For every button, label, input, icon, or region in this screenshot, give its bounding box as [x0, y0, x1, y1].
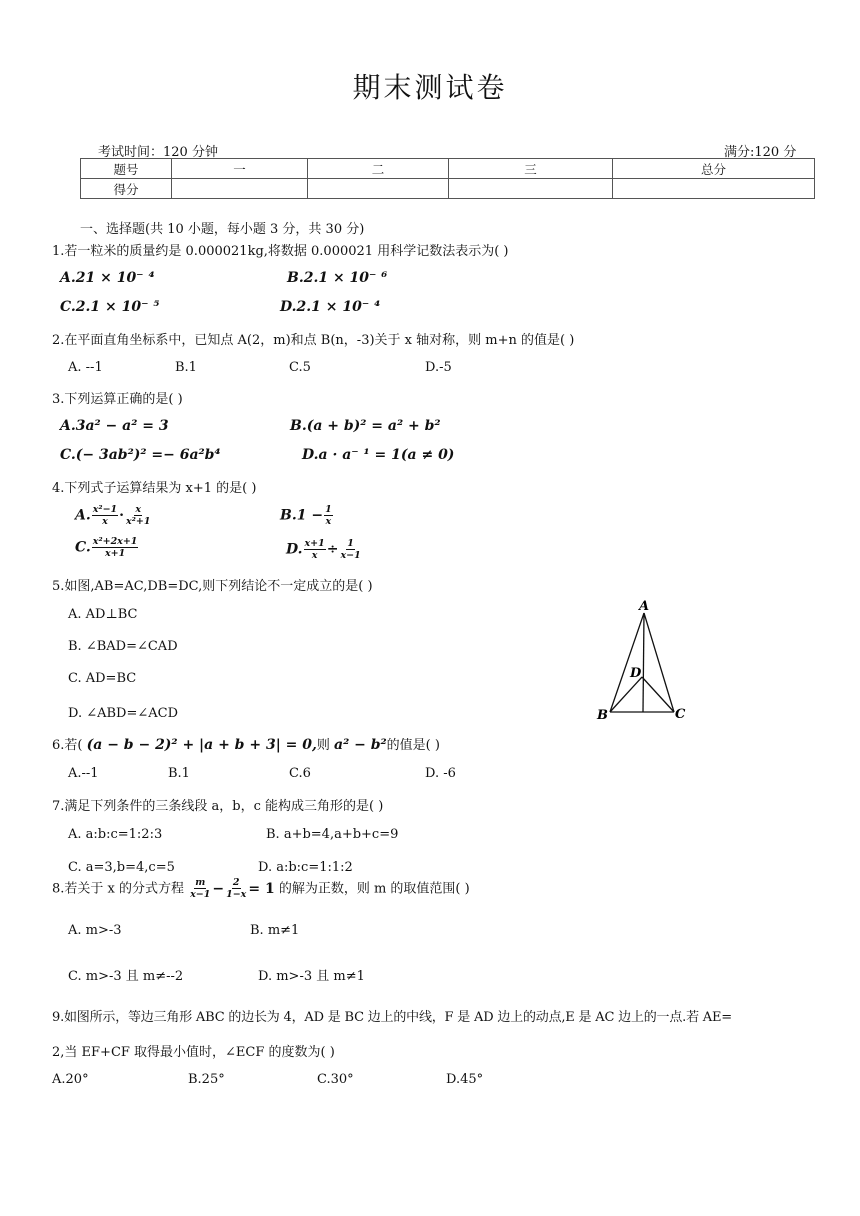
question-3-option-c: C.(− 3ab²)² =− 6a²b⁴ [60, 447, 221, 463]
numerator: x [135, 504, 142, 515]
question-7-option-a: A. a:b:c=1:2:3 [68, 827, 163, 842]
question-7-option-b: B. a+b=4,a+b+c=9 [266, 827, 399, 842]
question-2-option-a: A. --1 [68, 360, 103, 375]
numerator: x²+2x+1 [92, 536, 138, 547]
question-8-option-d: D. m>-3 且 m≠1 [258, 969, 365, 984]
exam-time: 考试时间：120 分钟 [98, 145, 218, 160]
question-8-stem [52, 877, 470, 900]
numerator: 2 [232, 877, 240, 888]
multiply-dot: · [119, 507, 125, 524]
question-9-stem-line-1: 9.如图所示，等边三角形 ABC 的边长为 4，AD 是 BC 边上的中线，F 是 AD 边上的动点,E 是 AC 边上的一点.若 AE= [52, 1010, 732, 1025]
score-table-cell: 题号 [81, 159, 172, 179]
option-prefix: B.1 − [280, 507, 324, 524]
segment-ac [644, 613, 674, 712]
divide-sign: ÷ [326, 541, 339, 558]
question-8-option-c: C. m>-3 且 m≠--2 [68, 969, 184, 984]
fraction [304, 538, 326, 561]
page-title: 期末测试卷 [352, 71, 508, 104]
question-2-option-b: B.1 [175, 360, 197, 375]
vertex-label-c: C [675, 707, 686, 722]
question-8-option-a: A. m>-3 [68, 923, 122, 938]
denominator: x [311, 550, 318, 561]
fraction [324, 504, 333, 527]
score-table-cell: 三 [449, 159, 613, 179]
denominator: x²+1 [126, 516, 151, 527]
question-4-option-d [286, 538, 363, 561]
score-input-cell[interactable] [613, 179, 815, 199]
question-3-option-a: A.3a² − a² = 3 [60, 418, 169, 434]
segment-ab [610, 613, 644, 712]
question-5-option-b: B. ∠BAD=∠CAD [68, 639, 178, 654]
segment-bd [610, 677, 642, 712]
numerator: 1 [325, 504, 332, 515]
score-table-cell: 总分 [613, 159, 815, 179]
fraction [339, 538, 361, 561]
stem-text: 的解为正数，则 m 的取值范围( ) [278, 881, 470, 897]
question-3-option-b: B.(a + b)² = a² + b² [290, 418, 441, 434]
question-2-stem: 2.在平面直角坐标系中，已知点 A(2，m)和点 B(n，-3)关于 x 轴对称，则 m+n 的值是( ) [52, 333, 575, 348]
score-table-score-row [81, 179, 815, 199]
denominator: 1−x [226, 889, 247, 900]
question-4-option-c [75, 536, 139, 559]
question-9-option-a: A.20° [52, 1072, 89, 1087]
denominator: x−1 [340, 550, 361, 561]
question-8-option-b: B. m≠1 [250, 923, 300, 938]
math-expression: (a − b − 2)² + |a + b + 3| = 0, [86, 737, 317, 753]
full-score: 满分:120 分 [724, 145, 797, 160]
numerator: m [195, 877, 206, 888]
stem-text: 则 [316, 738, 330, 753]
question-4-option-a [75, 504, 152, 527]
question-4-stem: 4.下列式子运算结果为 x+1 的是( ) [52, 481, 257, 496]
vertex-label-b: B [597, 708, 608, 723]
question-3-option-d: D.a · a⁻ ¹ = 1(a ≠ 0) [302, 447, 455, 463]
fraction-equation [188, 877, 275, 900]
question-7-option-c: C. a=3,b=4,c=5 [68, 860, 175, 875]
question-5-stem: 5.如图,AB=AC,DB=DC,则下列结论不一定成立的是( ) [52, 579, 373, 594]
option-prefix: D. [286, 541, 303, 558]
numerator: 1 [347, 538, 354, 549]
question-4-option-b [280, 504, 334, 527]
question-5-option-d: D. ∠ABD=∠ACD [68, 706, 179, 721]
question-9-option-d: D.45° [446, 1072, 484, 1087]
score-input-cell[interactable] [449, 179, 613, 199]
stem-text: 6.若( [52, 738, 83, 753]
question-5-option-a: A. AD⊥BC [68, 607, 138, 622]
fraction [92, 536, 139, 559]
score-table-header-row [81, 159, 815, 179]
denominator: x−1 [190, 889, 211, 900]
question-6-option-b: B.1 [168, 766, 190, 781]
equals-one: = 1 [248, 880, 275, 897]
fraction [225, 877, 247, 900]
question-6-stem [52, 734, 440, 753]
question-9-option-b: B.25° [188, 1072, 225, 1087]
option-prefix: C. [75, 539, 91, 556]
minus-sign: − [212, 880, 225, 897]
numerator: x²−1 [92, 504, 118, 515]
numerator: x+1 [304, 538, 325, 549]
score-table-cell: 二 [308, 159, 449, 179]
question-5-option-c: C. AD=BC [68, 671, 137, 686]
question-1-option-a: A.21 × 10⁻ ⁴ [60, 270, 155, 286]
question-2-option-c: C.5 [289, 360, 311, 375]
score-table-cell: 一 [172, 159, 308, 179]
score-input-cell[interactable] [308, 179, 449, 199]
score-table [80, 158, 815, 199]
question-1-option-d: D.2.1 × 10⁻ ⁴ [280, 299, 381, 315]
segment-ad [643, 613, 644, 712]
question-6-option-c: C.6 [289, 766, 311, 781]
question-1-option-b: B.2.1 × 10⁻ ⁶ [287, 270, 388, 286]
question-2-option-d: D.-5 [425, 360, 452, 375]
fraction [92, 504, 118, 527]
stem-text: 的值是( ) [386, 738, 440, 753]
vertex-label-a: A [639, 599, 650, 614]
vertex-label-d: D [630, 666, 642, 681]
question-9-stem-line-2: 2,当 EF+CF 取得最小值时，∠ECF 的度数为( ) [52, 1045, 335, 1060]
denominator: x [325, 516, 332, 527]
score-table-cell: 得分 [81, 179, 172, 199]
question-1-stem: 1.若一粒米的质量约是 0.000021kg,将数据 0.000021 用科学记数法表示为( ) [52, 244, 509, 259]
section-heading: 一、选择题(共 10 小题，每小题 3 分，共 30 分) [80, 222, 365, 237]
question-6-option-d: D. -6 [425, 766, 456, 781]
denominator: x [102, 516, 108, 527]
option-prefix: A. [75, 507, 91, 524]
question-7-stem: 7.满足下列条件的三条线段 a，b，c 能构成三角形的是( ) [52, 799, 384, 814]
question-9-option-c: C.30° [317, 1072, 354, 1087]
stem-text: 8.若关于 x 的分式方程 [52, 881, 184, 897]
question-1-option-c: C.2.1 × 10⁻ ⁵ [60, 299, 160, 315]
fraction [125, 504, 151, 527]
math-expression: a² − b² [334, 737, 387, 753]
score-input-cell[interactable] [172, 179, 308, 199]
triangle-figure [590, 595, 700, 730]
question-7-option-d: D. a:b:c=1:1:2 [258, 860, 353, 875]
fraction [189, 877, 211, 900]
question-6-option-a: A.--1 [68, 766, 99, 781]
question-3-stem: 3.下列运算正确的是( ) [52, 392, 183, 407]
denominator: x+1 [104, 548, 126, 559]
